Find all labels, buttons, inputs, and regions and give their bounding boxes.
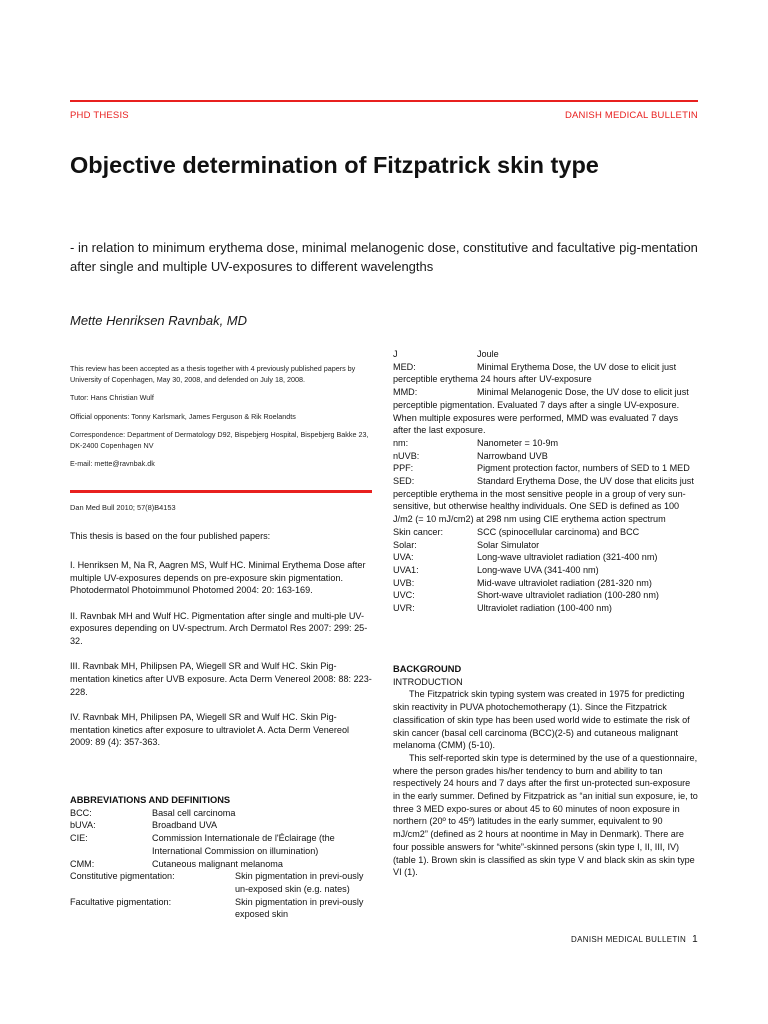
abbr-row: Facultative pigmentation: Skin pigmentation in previ-ously exposed skin [70, 896, 364, 920]
papers-intro: This thesis is based on the four published papers: [70, 531, 271, 541]
paper-item: III. Ravnbak MH, Philipsen PA, Wiegell SR and Wulf HC. Skin Pig-mentation kinetics after UVB exposure. Acta Derm Venereol 2008: 88: 223-228. [70, 661, 372, 697]
paper-item: I. Henriksen M, Na R, Aagren MS, Wulf HC. Minimal Erythema Dose after multiple UV-exposures depends on pre-exposure skin pigmentation. Photodermatol Photoimmunol Photomed 2004: 20: 163-169. [70, 560, 366, 596]
correspondence: Correspondence: Department of Dermatology D92, Bispebjerg Hospital, Bispebjerg Bakke 23, DK-2400 Copenhagen NV [70, 430, 369, 450]
abbr-entry: nUVB: Narrowband UVB [393, 450, 548, 461]
abbr-row: bUVA: Broadband UVA [70, 820, 218, 831]
header-journal-label: DANISH MEDICAL BULLETIN [564, 110, 698, 121]
papers-list [70, 559, 372, 761]
header-section-label: PHD THESIS [70, 110, 129, 121]
abbreviations-heading: ABBREVIATIONS AND DEFINITIONS [70, 795, 231, 805]
paper-item: II. Ravnbak MH and Wulf HC. Pigmentation after single and multi-ple UV-exposures depending on UV-spectrum. Arch Dermatol Res 2007: 299: 25-32. [70, 610, 368, 647]
section-rule [70, 490, 372, 493]
footer-journal: DANISH MEDICAL BULLETIN [571, 935, 687, 944]
abbr-row: Constitutive pigmentation: Skin pigmentation in previ-ously un-exposed skin (e.g. nates) [70, 871, 364, 894]
abbr-entry: MED: Minimal Erythema Dose, the UV dose to elicit just perceptible erythema 24 hours after UV-exposure [393, 361, 677, 385]
thesis-info [70, 364, 372, 478]
abbr-entry: UVC: Short-wave ultraviolet radiation (100-280 nm) [393, 590, 659, 601]
background-paragraph: The Fitzpatrick skin typing system was created in 1975 for predicting skin reactivity in PUVA photochemotherapy (1). Since the Fitzpatrick classification of skin type has been used world wide to estimate the risk of skin cancer (basal cell carcinoma (BCC)(2-5) and cutaneous malignant melanoma (CMM) (5-10). [393, 689, 690, 751]
acceptance-note: This review has been accepted as a thesis together with 4 previously published papers by University of Copenhagen, May 30, 2008, and defended on July 18, 2008. [70, 364, 356, 384]
abbreviations-right [393, 348, 698, 615]
header-rule [70, 100, 698, 102]
abbr-entry: UVA: Long-wave ultraviolet radiation (321-400 nm) [393, 552, 658, 563]
abbr-entry: nm: Nanometer = 10-9m [393, 437, 559, 448]
paper-item: IV. Ravnbak MH, Philipsen PA, Wiegell SR and Wulf HC. Skin Pig-mentation kinetics after exposure to ultraviolet A. Acta Derm Venereol 2009: 89 (4): 357-363. [70, 711, 350, 748]
paper-title: Objective determination of Fitzpatrick skin type [70, 152, 599, 178]
abbr-entry: UVA1: Long-wave UVA (341-400 nm) [393, 564, 599, 575]
citation: Dan Med Bull 2010; 57(8)B4153 [70, 503, 176, 512]
abbr-row: CIE: Commission Internationale de l'Éclairage (the International Commission on illumination) [70, 833, 335, 856]
abbr-entry: J Joule [393, 349, 499, 359]
opponents: Official opponents: Tonny Karlsmark, James Ferguson & Rik Roelandts [70, 411, 296, 421]
abbr-entry: PPF: Pigment protection factor, numbers of SED to 1 MED [393, 463, 690, 474]
abbr-entry: UVB: Mid-wave ultraviolet radiation (281-320 nm) [393, 577, 652, 588]
abbr-entry: Skin cancer: SCC (spinocellular carcinoma) and BCC [393, 526, 640, 537]
page-number: 1 [692, 934, 698, 945]
author: Mette Henriksen Ravnbak, MD [70, 313, 248, 328]
page-footer [571, 934, 698, 945]
background-section [393, 663, 698, 879]
abbr-entry: MMD: Minimal Melanogenic Dose, the UV dose to elicit just perceptible pigmentation. Evaluated 7 days after a single UV-exposure. When multiple exposures were performed, MMD was evaluated 7 days after the last exposure. [393, 387, 689, 436]
email[interactable]: E-mail: mette@ravnbak.dk [70, 459, 155, 468]
abbreviations-left [70, 794, 372, 921]
introduction-heading: INTRODUCTION [393, 676, 463, 687]
background-heading: BACKGROUND [393, 664, 462, 674]
abbr-row: CMM: Cutaneous malignant melanoma [70, 858, 283, 869]
abbr-entry: UVR: Ultraviolet radiation (100-400 nm) [393, 603, 612, 614]
abbr-row: BCC: Basal cell carcinoma [70, 807, 236, 818]
abbr-entry: SED: Standard Erythema Dose, the UV dose that elicits just perceptible erythema in the most sensitive people in a group of very sun-sensitive, but otherwise healthy individuals. One SED is defined as 100 J/m2 (= 10 mJ/cm2) at 298 nm using CIE erythema action spectrum [393, 476, 694, 525]
tutor: Tutor: Hans Christian Wulf [70, 393, 154, 402]
paper-subtitle: - in relation to minimum erythema dose, minimal melanogenic dose, constitutive and facultative pig-mentation after single and multiple UV-exposures to different wavelengths [70, 240, 698, 274]
abbr-entry: Solar: Solar Simulator [393, 539, 540, 550]
background-paragraph: This self-reported skin type is determined by the use of a questionnaire, where the person grades his/her tendency to burn and ability to tan respectively 24 hours and 7 days after the first un-protected sun-exposure in the early summer. Defined by Fitzpatrick as “an initial sun exposure, ie, to three 3 MED expo-sures or about 45 to 60 minutes of noon exposure in northern (20º to 45º) latitudes in the early summer, equivalent to 90 mJ/cm2” (defined as 2 hours at noontime in May in Denmark). There are four possible answers for “white”-skinned persons (skin type I, II, III, IV)(table 1). Brown skin is classified as skin type V and black skin as skin type VI (1). [393, 752, 698, 878]
